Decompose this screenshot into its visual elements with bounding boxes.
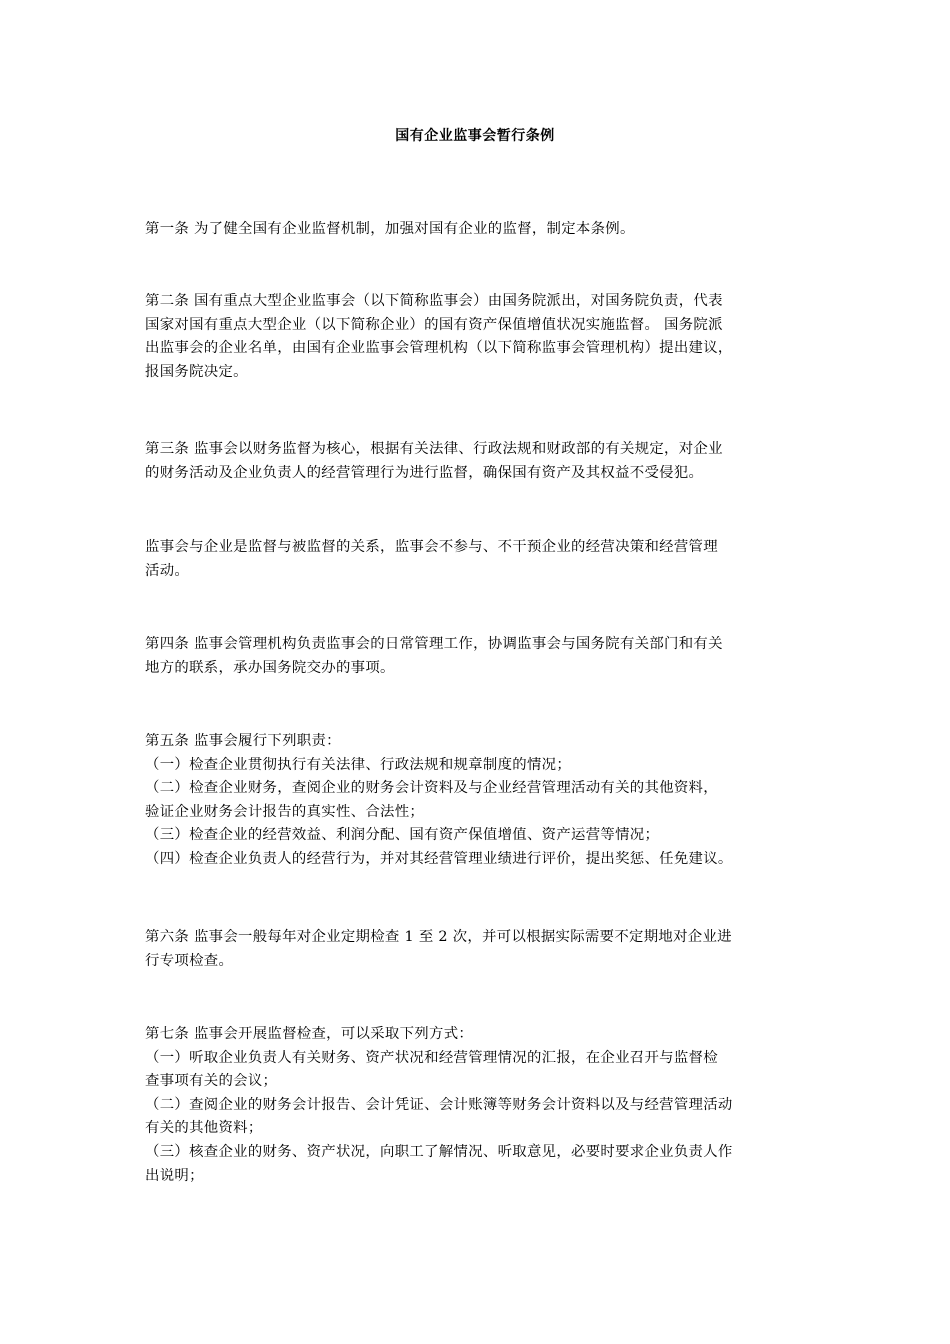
article-7-line-3: 查事项有关的会议； [145, 1073, 278, 1090]
article-3-note-line-2: 活动。 [145, 562, 190, 579]
article-2-line-4: 报国务院决定。 [145, 363, 248, 380]
article-6-line-2: 行专项检查。 [145, 952, 234, 969]
article-3-note-paragraph [145, 536, 810, 583]
article-3-line-2: 的财务活动及企业负责人的经营管理行为进行监督，确保国有资产及其权益不受侵犯。 [145, 464, 704, 481]
article-7-line-1: 第七条 监事会开展监督检查，可以采取下列方式： [145, 1026, 474, 1042]
article-5-paragraph [145, 730, 810, 872]
article-7-line-6: （三）核查企业的财务、资产状况，向职工了解情况、听取意见，必要时要求企业负责人作 [145, 1143, 733, 1160]
article-3-note-line-1: 监事会与企业是监督与被监督的关系，监事会不参与、不干预企业的经营决策和经营管理 [145, 539, 718, 555]
article-5-line-6: （四）检查企业负责人的经营行为，并对其经营管理业绩进行评价，提出奖惩、任免建议。 [145, 850, 733, 867]
article-5-line-3: （二）检查企业财务，查阅企业的财务会计资料及与企业经营管理活动有关的其他资料， [145, 780, 718, 797]
article-4-paragraph [145, 633, 810, 680]
article-5-line-1: 第五条 监事会履行下列职责： [145, 733, 341, 749]
article-7-paragraph [145, 1023, 810, 1188]
article-2-line-3: 出监事会的企业名单，由国有企业监事会管理机构（以下简称监事会管理机构）提出建议， [145, 340, 733, 357]
article-2-line-1: 第二条 国有重点大型企业监事会（以下简称监事会）由国务院派出，对国务院负责，代表 [145, 293, 723, 309]
article-7-line-4: （二）查阅企业的财务会计报告、会计凭证、会计账簿等财务会计资料以及与经营管理活动 [145, 1096, 733, 1113]
article-3-paragraph [145, 438, 810, 485]
article-7-line-7: 出说明； [145, 1167, 204, 1184]
article-1-line-1: 第一条 为了健全国有企业监督机制，加强对国有企业的监督，制定本条例。 [145, 221, 635, 237]
article-5-line-2: （一）检查企业贯彻执行有关法律、行政法规和规章制度的情况； [145, 756, 572, 773]
article-6-paragraph [145, 926, 810, 973]
article-7-line-2: （一）听取企业负责人有关财务、资产状况和经营管理情况的汇报，在企业召开与监督检 [145, 1049, 718, 1066]
article-2-line-2: 国家对国有重点大型企业（以下简称企业）的国有资产保值增值状况实施监督。 国务院派 [145, 316, 723, 333]
document-title: 国有企业监事会暂行条例 [395, 128, 555, 144]
article-2-paragraph [145, 290, 810, 384]
article-1-paragraph [145, 218, 810, 242]
article-7-line-5: 有关的其他资料； [145, 1120, 263, 1137]
article-5-line-4: 验证企业财务会计报告的真实性、合法性； [145, 803, 425, 820]
article-4-line-2: 地方的联系，承办国务院交办的事项。 [145, 659, 395, 676]
article-4-line-1: 第四条 监事会管理机构负责监事会的日常管理工作，协调监事会与国务院有关部门和有关 [145, 636, 723, 652]
article-3-line-1: 第三条 监事会以财务监督为核心，根据有关法律、行政法规和财政部的有关规定，对企业 [145, 441, 723, 457]
article-6-line-1: 第六条 监事会一般每年对企业定期检查 1 至 2 次，并可以根据实际需要不定期地对企业进 [145, 929, 732, 945]
article-5-line-5: （三）检查企业的经营效益、利润分配、国有资产保值增值、资产运营等情况； [145, 827, 660, 844]
